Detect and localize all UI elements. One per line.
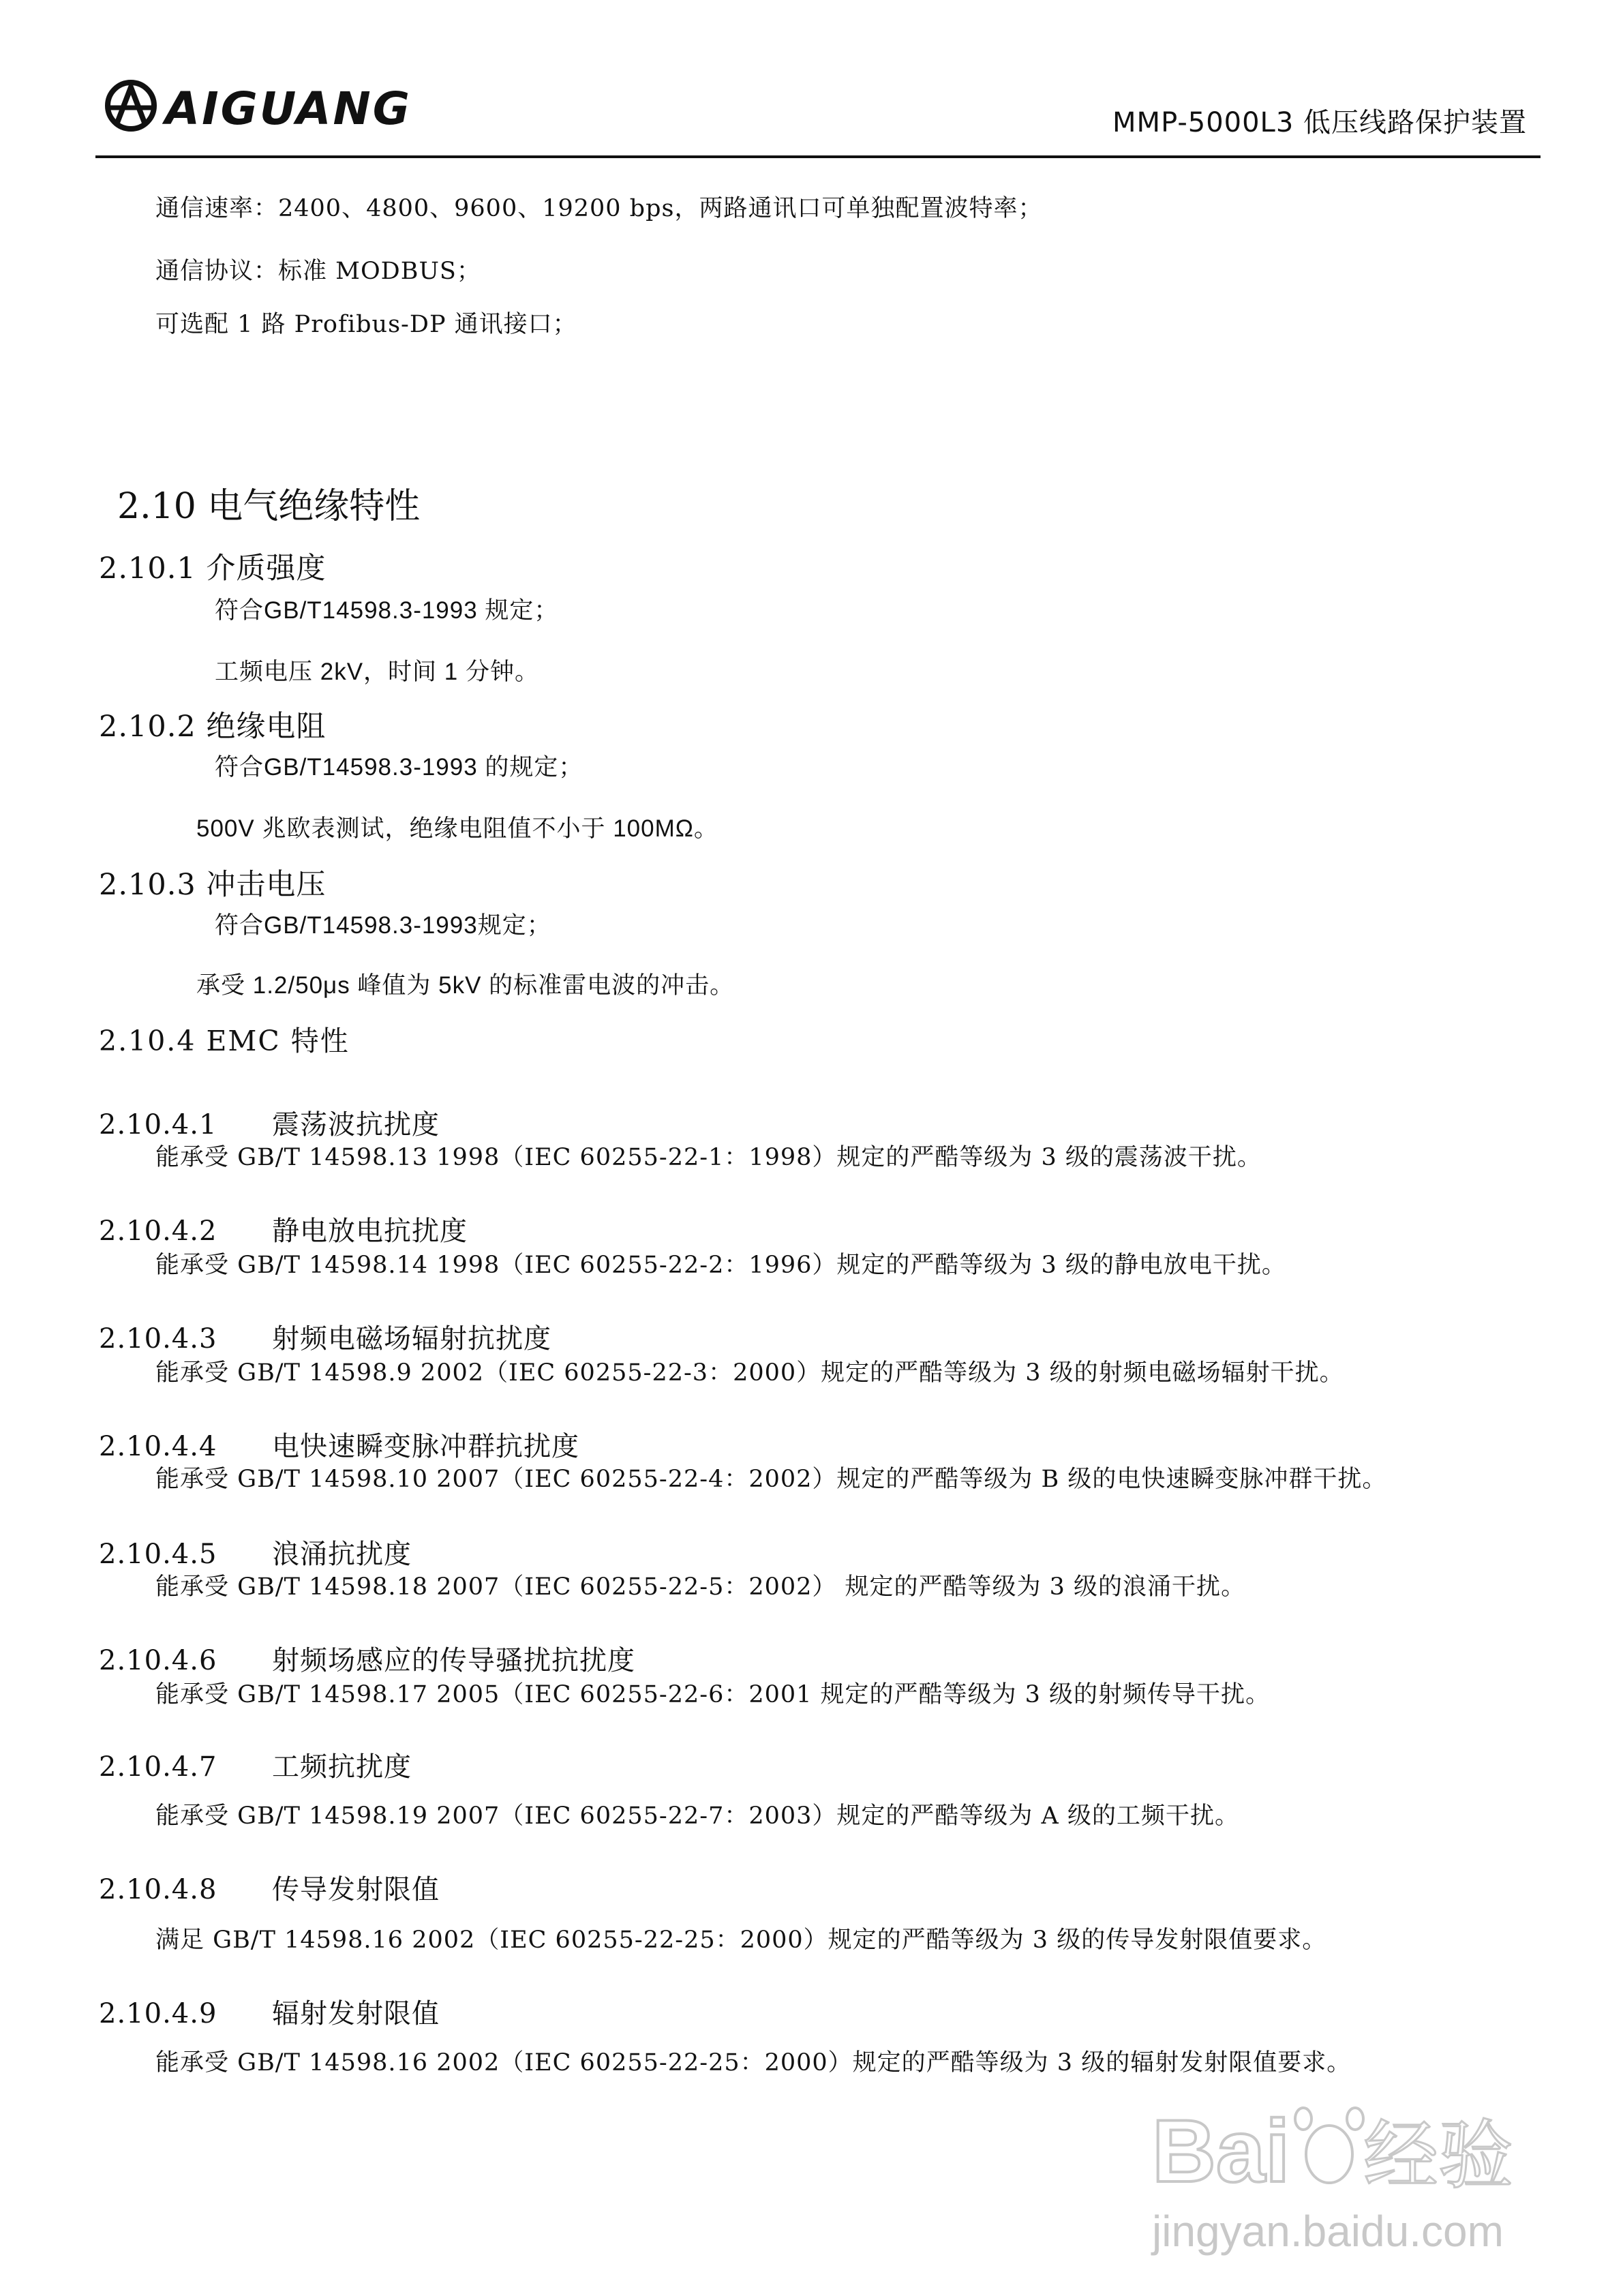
emc-item-text: 能承受 GB/T 14598.19 2007（IEC 60255-22-7：2003）规定的严酷等级为 A 级的工频干扰。 [155, 1802, 1239, 1830]
comm-protocol-line: 通信协议：标准 MODBUS； [155, 258, 481, 285]
svg-text:Bai: Bai [1152, 2101, 1290, 2201]
emc-item-text: 满足 GB/T 14598.16 2002（IEC 60255-22-25：2000）规定的严酷等级为 3 级的传导发射限值要求。 [155, 1927, 1327, 1954]
emc-item-title: 2.10.4.2 静电放电抗扰度 [99, 1215, 468, 1247]
emc-item-title: 2.10.4.6 射频场感应的传导骚扰抗扰度 [99, 1645, 635, 1676]
emc-item-title: 2.10.4.5 浪涌抗扰度 [99, 1539, 412, 1570]
impulse-standard: 符合GB/T14598.3-1993规定； [215, 912, 551, 939]
emc-item-title: 2.10.4.9 辐射发射限值 [99, 1998, 440, 2029]
baidu-jingyan-watermark [1125, 2079, 1534, 2270]
comm-rate-line: 通信速率：2400、4800、9600、19200 bps，两路通讯口可单独配置波特率； [155, 195, 1043, 222]
section-title: 2.10 电气绝缘特性 [117, 486, 421, 527]
dielectric-standard: 符合GB/T14598.3-1993 规定； [215, 597, 559, 624]
document-title: MMP-5000L3 低压线路保护装置 [1112, 107, 1527, 138]
emc-item-title: 2.10.4.3 射频电磁场辐射抗扰度 [99, 1323, 551, 1355]
emc-item-title: 2.10.4.8 传导发射限值 [99, 1874, 440, 1905]
emc-item-title: 2.10.4.4 电快速瞬变脉冲群抗扰度 [99, 1431, 579, 1462]
emc-item-title: 2.10.4.1 震荡波抗扰度 [99, 1109, 440, 1141]
emc-item-text: 能承受 GB/T 14598.14 1998（IEC 60255-22-2：1996）规定的严酷等级为 3 级的静电放电干扰。 [155, 1252, 1286, 1279]
dielectric-voltage: 工频电压 2kV，时间 1 分钟。 [215, 659, 539, 685]
impulse-voltage: 承受 1.2/50μs 峰值为 5kV 的标准雷电波的冲击。 [196, 972, 735, 999]
subsection-title-2-10-1: 2.10.1 介质强度 [99, 552, 327, 586]
svg-text:AIGUANG: AIGUANG [165, 82, 412, 135]
subsection-title-2-10-2: 2.10.2 绝缘电阻 [99, 710, 327, 744]
emc-item-text: 能承受 GB/T 14598.9 2002（IEC 60255-22-3：2000）规定的严酷等级为 3 级的射频电磁场辐射干扰。 [155, 1359, 1344, 1387]
profibus-line: 可选配 1 路 Profibus-DP 通讯接口； [155, 311, 577, 338]
emc-item-text: 能承受 GB/T 14598.17 2005（IEC 60255-22-6：2001 规定的严酷等级为 3 级的射频传导干扰。 [155, 1681, 1271, 1708]
page-header [95, 68, 1541, 160]
svg-text:jingyan.baidu.com: jingyan.baidu.com [1152, 2207, 1504, 2256]
emc-item-text: 能承受 GB/T 14598.13 1998（IEC 60255-22-1：1998）规定的严酷等级为 3 级的震荡波干扰。 [155, 1144, 1262, 1171]
subsection-title-2-10-3: 2.10.3 冲击电压 [99, 868, 327, 902]
emc-item-title: 2.10.4.7 工频抗扰度 [99, 1751, 412, 1783]
insulation-resistance: 500V 兆欧表测试，绝缘电阻值不小于 100MΩ。 [196, 815, 718, 842]
svg-text:经验: 经验 [1363, 2112, 1513, 2199]
subsection-title-2-10-4: 2.10.4 EMC 特性 [99, 1025, 350, 1057]
aiguang-logo [102, 75, 423, 136]
emc-item-text: 能承受 GB/T 14598.18 2007（IEC 60255-22-5：2002） 规定的严酷等级为 3 级的浪涌干扰。 [155, 1573, 1246, 1601]
header-rule [95, 155, 1541, 158]
emc-item-text: 能承受 GB/T 14598.16 2002（IEC 60255-22-25：2000）规定的严酷等级为 3 级的辐射发射限值要求。 [155, 2049, 1352, 2076]
insulation-standard: 符合GB/T14598.3-1993 的规定； [215, 754, 583, 781]
emc-item-text: 能承受 GB/T 14598.10 2007（IEC 60255-22-4：2002）规定的严酷等级为 B 级的电快速瞬变脉冲群干扰。 [155, 1466, 1387, 1493]
